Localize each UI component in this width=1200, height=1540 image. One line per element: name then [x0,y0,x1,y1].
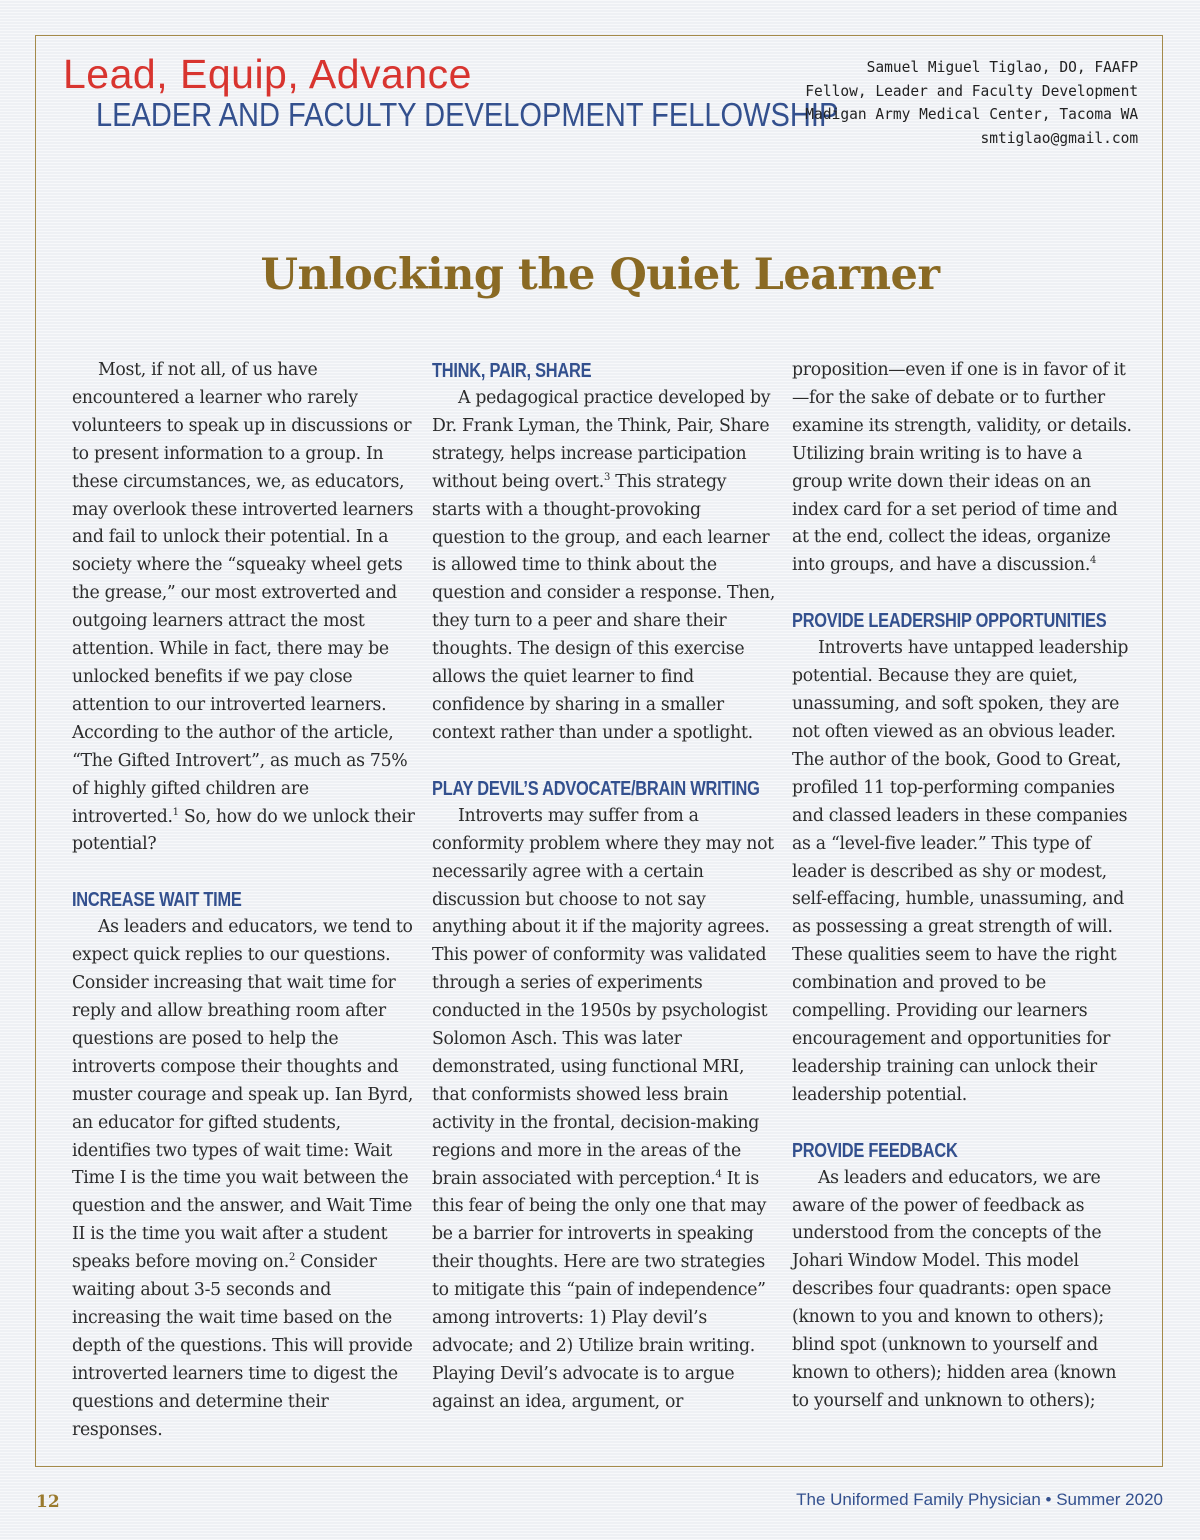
author-org: Madigan Army Medical Center, Tacoma WA [805,105,1138,123]
tagline: Lead, Equip, Advance [63,51,472,97]
footnote-ref: 4 [1090,555,1097,567]
footnote-ref: 3 [603,471,611,483]
author-role: Fellow, Leader and Faculty Development [805,81,1138,100]
footnote-ref: 2 [288,1252,296,1264]
page-number: 12 [36,1492,60,1512]
column-3 [792,357,1137,1416]
author-info [795,56,1138,150]
publication-footer: The Uniformed Family Physician • Summer 2020 [796,1490,1163,1509]
section-heading-think-pair-share: THINK, PAIR, SHARE [432,360,592,382]
author-email[interactable]: smtiglao@gmail.com [980,128,1138,147]
feedback-paragraph: As leaders and educators, we are aware of the power of feedback as understood from the concepts of the Johari Window Model. This model describes four quadrants: open space (known to you and known to others); blind spot (unknown to yourself and known to others); hidden area (known to yourself and unknown to others); [792,1167,1117,1411]
article-title: Unlocking the Quiet Learner [260,250,940,300]
think-pair-share-paragraph: A pedagogical practice developed by Dr. Frank Lyman, the Think, Pair, Share strategy, helps increase participation without being overt.$^3$ This strategy starts with a thought-provoking question to the group, and each learner is allowed time to think about the question and consider a response. Then, they turn to a peer and share their thoughts. The design of this exercise allows the quiet learner to find confidence by sharing in a smaller context rather than under a spotlight. [432,388,776,743]
section-heading-feedback: PROVIDE FEEDBACK [792,1139,958,1162]
devils-advocate-paragraph: Introverts may suffer from a conformity problem where they may not necessarily agree with a certain discussion but choose to not say anything about it if the majority agrees. This power of conformity was validated through a series of experiments conducted in the 1950s by psychologist Solomon Asch. This was later demonstrated, using functional MRI, that conformists showed less brain activity in the frontal, decision-making regions and more in the areas of the brain associated with perception.$^4$ It is this fear of being the only one that may be a barrier for introverts in speaking their thoughts. Here are two strategies to mitigate this “pain of independence” among introverts: 1) Play devil’s advocate; and 2) Utilize brain writing. Playing Devil’s advocate is to argue against an idea, argument, or [432,805,774,1412]
program-title: LEADER AND FACULTY DEVELOPMENT FELLOWSHIP [96,96,839,133]
wait-time-paragraph: As leaders and educators, we tend to expect quick replies to our questions. Consider increasing that wait time for reply and allow breathing room after questions are posed to help the introverts compose their thoughts and muster courage and speak up. Ian Byrd, an educator for gifted students, identifies two types of wait time: Wait Time I is the time you wait between the question and the answer, and Wait Time II is the time you wait after a student speaks before moving on.$^2$ Consider waiting about 3-5 seconds and increasing the wait time based on the depth of the questions. This will provide introverted learners time to digest the questions and determine their responses. [72,917,414,1440]
leadership-paragraph: Introverts have untapped leadership potential. Because they are quiet, unassuming, and soft spoken, they are not often viewed as an obvious leader. The author of the book, Good to Great, profiled 11 top-performing companies and classed leaders in these companies as a “level-five leader.” This type of leader is described as shy or modest, self-effacing, humble, unassuming, and as possessing a great strength of will. These qualities seem to have the right combination and proved to be compelling. Providing our learners encouragement and opportunities for leadership training can unlock their leadership potential. [792,638,1129,1105]
section-heading-wait-time: INCREASE WAIT TIME [72,889,242,912]
section-heading-leadership: PROVIDE LEADERSHIP OPPORTUNITIES [792,610,1107,633]
footnote-ref: 1 [172,806,179,818]
column-2 [432,357,777,1417]
author-name: Samuel Miguel Tiglao, DO, FAAFP [866,58,1138,76]
footnote-ref: 4 [715,1168,722,1180]
continued-paragraph: proposition—even if one is in favor of it—for the sake of debate or to further examine its strength, validity, or details. Utilizing brain writing is to have a group write down their ideas on an index card for a set period of time and at the end, collect the ideas, organize into groups, and have a discussion.$^4$ [792,360,1132,576]
section-heading-devils-advocate: PLAY DEVIL’S ADVOCATE/BRAIN WRITING [432,777,760,800]
column-1 [72,357,417,1445]
intro-paragraph: Most, if not all, of us have encountered a learner who rarely volunteers to speak up in discussions or to present information to a group. In these circumstances, we, as educators, may overlook these introverted learners and fail to unlock their potential. In a society where the “squeaky wheel gets the grease,” our most extroverted and outgoing learners attract the most attention. While in fact, there may be unlocked benefits if we pay close attention to our introverted learners. According to the author of the article, “The Gifted Introvert”, as much as 75% of highly gifted children are introverted.$^1$ So, how do we unlock their potential? [72,360,415,855]
